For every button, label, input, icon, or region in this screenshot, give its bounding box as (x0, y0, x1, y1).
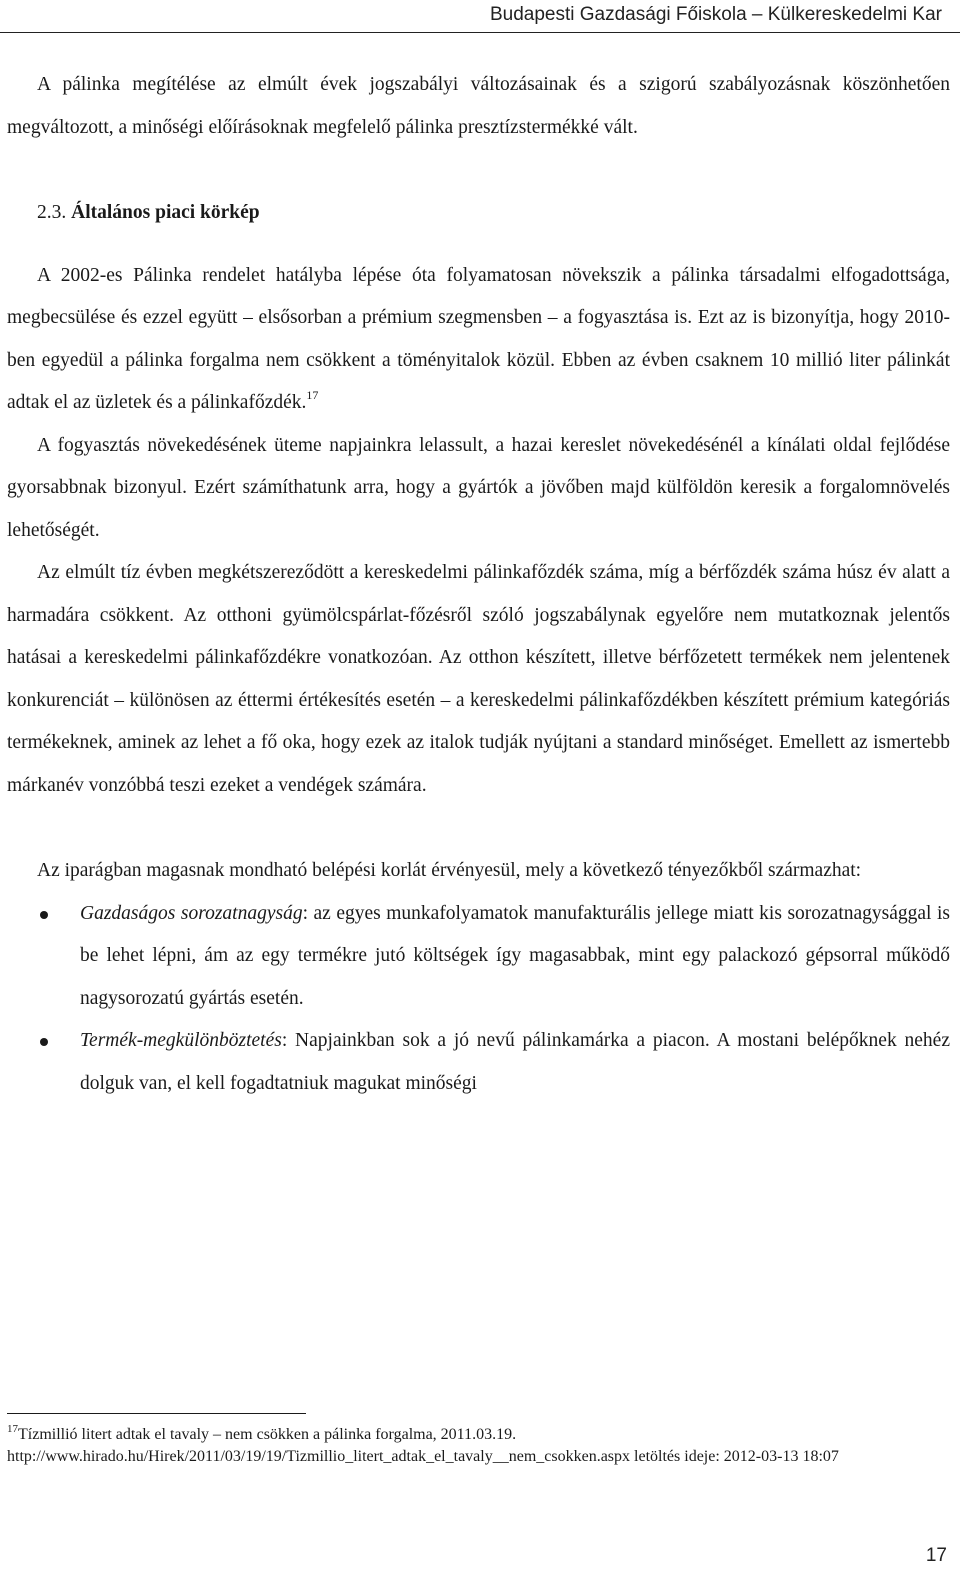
bullet-term: Termék-megkülönböztetés (80, 1030, 282, 1051)
footnote-text: Tízmillió litert adtak el tavaly – nem csökken a pálinka forgalma, 2011.03.19. (18, 1426, 517, 1443)
paragraph-text: A 2002-es Pálinka rendelet hatályba lépése óta folyamatosan növekszik a pálinka társadalmi elfogadottsága, megbecsülése és ezzel együtt – elsősorban a prémium szegmensben – a fogyasztása is. Ezt az is bizonyítja, hogy 2010-ben egyedül a pálinka forgalma nem csökkent a töményitalok közül. Ebben az évben csaknem 10 millió liter pálinkát adtak el az üzletek és a pálinkafőzdék. (7, 264, 950, 413)
bullet-icon (40, 911, 48, 919)
section-title: Általános piaci körkép (71, 202, 260, 223)
section-heading (7, 192, 950, 235)
intro-paragraph: A pálinka megítélése az elmúlt évek jogszabályi változásainak és a szigorú szabályozásnak köszönhetően megváltozott, a minőségi előírásoknak megfelelő pálinka presztízstermékké vált. (7, 74, 950, 138)
footnote-link[interactable]: http://www.hirado.hu/Hirek/2011/03/19/19/Tizmillio_litert_adtak_el_tavaly__nem_csokken.aspx (7, 1448, 631, 1465)
header-title: Budapesti Gazdasági Főiskola – Külkereskedelmi Kar (489, 4, 942, 25)
section-number: 2.3. (37, 202, 67, 223)
page-header (0, 0, 960, 33)
footnote-download-date: letöltés ideje: 2012-03-13 18:07 (634, 1448, 839, 1465)
list-item (7, 893, 950, 1021)
bullet-icon (40, 1038, 48, 1046)
paragraph-distilleries: Az elmúlt tíz évben megkétszereződött a kereskedelmi pálinkafőzdék száma, míg a bérfőzdék száma húsz év alatt a harmadára csökkent. Az otthoni gyümölcspárlat-főzésről szóló jogszabálynak egyelőre nem mutatkoznak jelentős hatásai a kereskedelmi pálinkafőzdékre vonatkozóan. Az otthon készített, illetve bérfőzetett termékek nem jelentenek konkurenciát – különösen az éttermi értékesítés esetén – a kereskedelmi pálinkafőzdékben készített prémium kategóriás termékeknek, aminek az lehet a fő oka, hogy ezek az italok tudják nyújtani a standard minőséget. Emellett az ismertebb márkanév vonzóbbá teszi ezeket a vendégek számára. (7, 562, 950, 796)
page-body (7, 64, 950, 1105)
paragraph-entry-barriers: Az iparágban magasnak mondható belépési korlát érvényesül, mely a következő tényezőkből származhat: (37, 860, 862, 881)
footnote-separator (7, 1413, 306, 1414)
page-number: 17 (925, 1545, 947, 1566)
bullet-list (7, 893, 950, 1106)
spacer (7, 807, 950, 850)
footnote-reference: 17 (306, 388, 319, 402)
list-item (7, 1020, 950, 1105)
paragraph-consumption (7, 255, 950, 425)
bullet-term: Gazdaságos sorozatnagyság (80, 902, 303, 924)
footnote (7, 1424, 950, 1468)
spacer (7, 235, 950, 255)
paragraph-growth: A fogyasztás növekedésének üteme napjainkra lelassult, a hazai kereslet növekedésénél a kínálati oldal fejlődése gyorsabbnak bizonyul. Ezért számíthatunk arra, hogy a gyártók a jövőben majd külföldön keresik a forgalomnövelés lehetőségét. (7, 434, 950, 541)
bullet-text: : az egyes munkafolyamatok manufakturális jellege miatt kis sorozatnagysággal is be lehet lépni, ám az egy termékre jutó költségek így magasabbak, mint egy palackozó gépsorral működő nagysorozatú gyártás esetén. (80, 902, 950, 1009)
spacer (7, 149, 950, 192)
footnote-number: 17 (7, 1423, 18, 1435)
bullet-text: : Napjainkban sok a jó nevű pálinkamárka a piacon. A mostani belépőknek nehéz dolguk van, el kell fogadtatniuk magukat minőségi (80, 1030, 950, 1094)
